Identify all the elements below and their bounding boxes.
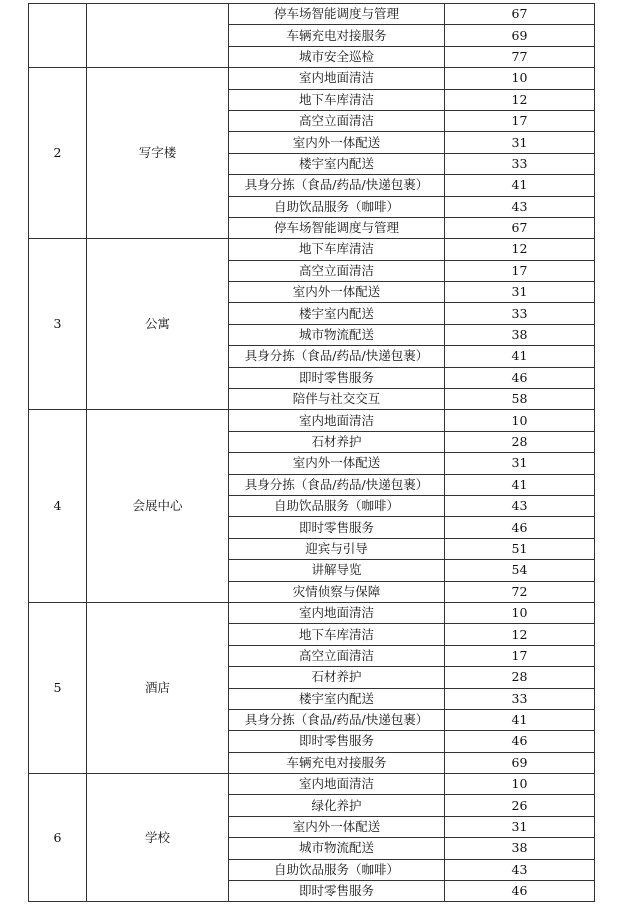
scene-name-cell: 公寓 [87,239,229,410]
table-row [29,410,595,431]
task-code-cell: 72 [445,581,595,602]
table-body [29,4,595,902]
task-name-cell: 石材养护 [229,667,445,688]
task-name-cell: 地下车库清洁 [229,239,445,260]
task-code-cell: 54 [445,560,595,581]
task-code-cell: 10 [445,68,595,89]
task-code-cell: 12 [445,239,595,260]
task-code-cell: 46 [445,367,595,388]
task-name-cell: 室内外一体配送 [229,282,445,303]
task-code-cell: 28 [445,667,595,688]
task-code-cell: 43 [445,859,595,880]
task-code-cell: 33 [445,303,595,324]
task-code-cell: 43 [445,196,595,217]
task-name-cell: 地下车库清洁 [229,89,445,110]
task-name-cell: 室内外一体配送 [229,453,445,474]
task-name-cell: 灾情侦察与保障 [229,581,445,602]
task-code-cell: 46 [445,731,595,752]
task-name-cell: 自助饮品服务（咖啡） [229,495,445,516]
group-number-cell: 2 [29,68,87,239]
task-name-cell: 楼宇室内配送 [229,153,445,174]
task-code-cell: 33 [445,153,595,174]
task-name-cell: 自助饮品服务（咖啡） [229,196,445,217]
task-code-cell: 41 [445,346,595,367]
table-row [29,4,595,25]
task-name-cell: 高空立面清洁 [229,645,445,666]
group-number-cell: 4 [29,410,87,603]
task-code-cell: 69 [445,752,595,773]
task-code-cell: 51 [445,538,595,559]
scene-task-table [28,3,595,902]
task-name-cell: 具身分拣（食品/药品/快递包裹） [229,474,445,495]
task-name-cell: 室内地面清洁 [229,410,445,431]
scene-name-cell: 会展中心 [87,410,229,603]
scene-name-cell: 学校 [87,774,229,902]
scene-name-cell: 写字楼 [87,68,229,239]
task-name-cell: 地下车库清洁 [229,624,445,645]
task-name-cell: 即时零售服务 [229,881,445,902]
task-code-cell: 41 [445,175,595,196]
task-code-cell: 77 [445,46,595,67]
task-code-cell: 17 [445,110,595,131]
task-code-cell: 31 [445,816,595,837]
task-name-cell: 具身分拣（食品/药品/快递包裹） [229,175,445,196]
scene-name-cell [87,4,229,68]
task-name-cell: 楼宇室内配送 [229,303,445,324]
task-code-cell: 67 [445,217,595,238]
task-name-cell: 城市物流配送 [229,324,445,345]
table-row [29,68,595,89]
group-number-cell: 5 [29,602,87,773]
task-code-cell: 26 [445,795,595,816]
task-code-cell: 12 [445,624,595,645]
task-code-cell: 10 [445,774,595,795]
group-number-cell [29,4,87,68]
table-row [29,602,595,623]
task-name-cell: 讲解导览 [229,560,445,581]
task-name-cell: 高空立面清洁 [229,110,445,131]
table-row [29,774,595,795]
task-name-cell: 室内外一体配送 [229,816,445,837]
scene-name-cell: 酒店 [87,602,229,773]
task-code-cell: 58 [445,389,595,410]
task-name-cell: 楼宇室内配送 [229,688,445,709]
task-code-cell: 43 [445,495,595,516]
task-name-cell: 具身分拣（食品/药品/快递包裹） [229,709,445,730]
task-code-cell: 17 [445,260,595,281]
task-name-cell: 高空立面清洁 [229,260,445,281]
group-number-cell: 3 [29,239,87,410]
task-code-cell: 38 [445,838,595,859]
task-code-cell: 38 [445,324,595,345]
task-name-cell: 停车场智能调度与管理 [229,4,445,25]
task-name-cell: 即时零售服务 [229,731,445,752]
task-name-cell: 室内外一体配送 [229,132,445,153]
task-name-cell: 停车场智能调度与管理 [229,217,445,238]
task-name-cell: 室内地面清洁 [229,774,445,795]
task-name-cell: 石材养护 [229,431,445,452]
task-name-cell: 迎宾与引导 [229,538,445,559]
group-number-cell: 6 [29,774,87,902]
task-code-cell: 46 [445,881,595,902]
task-code-cell: 17 [445,645,595,666]
task-name-cell: 陪伴与社交交互 [229,389,445,410]
task-name-cell: 即时零售服务 [229,517,445,538]
task-name-cell: 车辆充电对接服务 [229,25,445,46]
task-code-cell: 10 [445,410,595,431]
task-name-cell: 即时零售服务 [229,367,445,388]
task-name-cell: 城市安全巡检 [229,46,445,67]
task-name-cell: 绿化养护 [229,795,445,816]
table-row [29,239,595,260]
task-code-cell: 31 [445,453,595,474]
task-code-cell: 33 [445,688,595,709]
task-name-cell: 室内地面清洁 [229,68,445,89]
task-code-cell: 12 [445,89,595,110]
task-code-cell: 31 [445,282,595,303]
task-name-cell: 自助饮品服务（咖啡） [229,859,445,880]
task-code-cell: 41 [445,709,595,730]
task-name-cell: 室内地面清洁 [229,602,445,623]
task-code-cell: 67 [445,4,595,25]
task-name-cell: 城市物流配送 [229,838,445,859]
task-code-cell: 31 [445,132,595,153]
task-code-cell: 10 [445,602,595,623]
task-code-cell: 28 [445,431,595,452]
task-code-cell: 41 [445,474,595,495]
task-code-cell: 46 [445,517,595,538]
task-code-cell: 69 [445,25,595,46]
task-name-cell: 具身分拣（食品/药品/快递包裹） [229,346,445,367]
task-name-cell: 车辆充电对接服务 [229,752,445,773]
